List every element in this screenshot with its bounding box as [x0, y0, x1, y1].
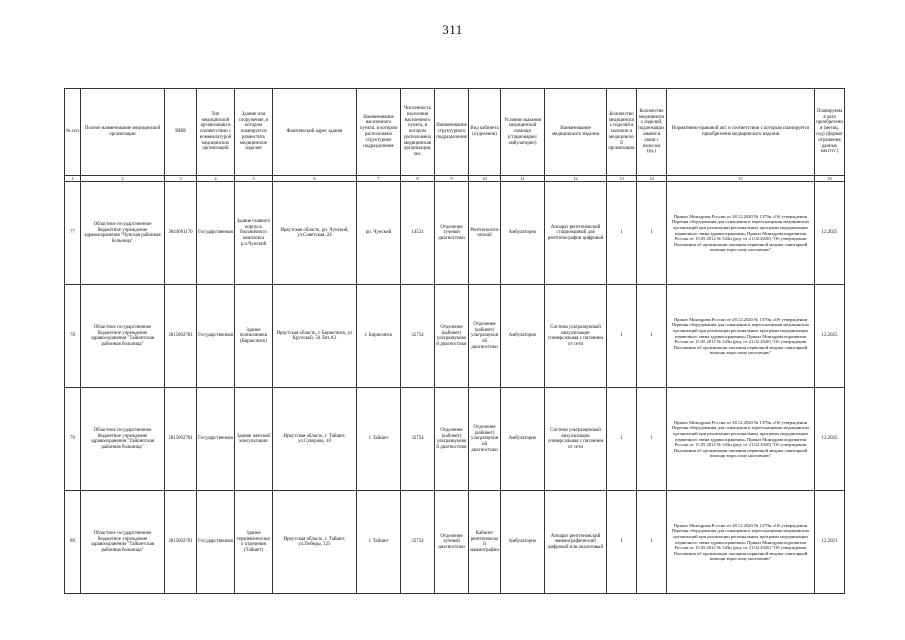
- device-name: Аппарат рентгеновский стационарный для рентгенографии цифровой: [545, 182, 607, 285]
- subdivision-name: Отделение лучевой диагностики: [435, 182, 469, 285]
- row-number: 80: [65, 491, 81, 594]
- organization-type: Государственная: [197, 285, 235, 388]
- header-cell: Количество медицинских изделий, подлежащих замене в связи с износом (ед.): [637, 89, 667, 176]
- population-value: 14521: [401, 182, 435, 285]
- column-number: 13: [607, 176, 637, 182]
- column-number: 9: [435, 176, 469, 182]
- building-address: Иркутская область, г. Бирюсинск, ул Крупской, 50 Лит.А3: [273, 285, 357, 388]
- column-number: 15: [667, 176, 815, 182]
- column-number: 12: [545, 176, 607, 182]
- population-value: 32754: [401, 491, 435, 594]
- building-address: Иркутская область, рп. Чунский, ул.Советская, 24: [273, 182, 357, 285]
- organization-name: Областное государственное бюджетное учреждение здравоохранения "Чунская районная больница": [81, 182, 165, 285]
- settlement-name: г. Бирюсинск: [357, 285, 401, 388]
- device-name: Система ультразвуковой визуализации универсальная с питанием от сети: [545, 388, 607, 491]
- column-number: 3: [165, 176, 197, 182]
- care-conditions: Амбулаторно: [501, 491, 545, 594]
- row-number: 78: [65, 285, 81, 388]
- column-number: 1: [65, 176, 81, 182]
- organization-type: Государственная: [197, 182, 235, 285]
- column-number: 5: [235, 176, 273, 182]
- page-number: 311: [442, 22, 463, 37]
- care-conditions: Амбулаторно: [501, 285, 545, 388]
- table-row: [65, 388, 845, 491]
- building-name: Здание поликлиники (Бирюсинск): [235, 285, 273, 388]
- normative-act: Приказ Минздрава России от 28.12.2020 № 1379н «Об утверждении Перечня оборудования для оснащения и переоснащения медицинских организаций при реализации региональных программ модернизации первичного звена здравоохранения» Приказ Минздравсоцразвития России от 15.05.2012 № 543н (ред. от 21.02.2020) "Об утверждении Положения об организации оказания первичной медико-санитарной помощи взрослому населению": [667, 491, 815, 594]
- settlement-name: рп. Чунский: [357, 182, 401, 285]
- building-address: Иркутская область, г. Тайшет, ул.Победы, 125: [273, 491, 357, 594]
- column-number: 7: [357, 176, 401, 182]
- normative-act: Приказ Минздрава России от 28.12.2020 № 1379н «Об утверждении Перечня оборудования для оснащения и переоснащения медицинских организаций при реализации региональных программ модернизации первичного звена здравоохранения» Приказ Минздравсоцразвития России от 15.05.2012 № 543н (ред. от 21.02.2020) "Об утверждении Положения об организации оказания первичной медико-санитарной помощи взрослому населению": [667, 388, 815, 491]
- header-cell: № п/п: [65, 89, 81, 176]
- room-type: Рентгенологический: [469, 182, 501, 285]
- header-cell: Здание или сооружение, в котором планируется разместить медицинское изделие: [235, 89, 273, 176]
- header-cell: ИНН: [165, 89, 197, 176]
- inn-value: 3815002781: [165, 491, 197, 594]
- header-cell: Наименование медицинского изделия: [545, 89, 607, 176]
- device-name: Аппарат рентгеновский маммографический цифровой или аналоговый: [545, 491, 607, 594]
- header-row: [65, 89, 845, 176]
- devices-to-replace: 1: [637, 182, 667, 285]
- table-row: [65, 491, 845, 594]
- building-name: Здание терапевтического отделения (Тайшет): [235, 491, 273, 594]
- settlement-name: г. Тайшет: [357, 491, 401, 594]
- devices-to-replace: 1: [637, 388, 667, 491]
- planned-date: 12.2025: [815, 388, 845, 491]
- organization-type: Государственная: [197, 491, 235, 594]
- planned-date: 12.2021: [815, 491, 845, 594]
- population-value: 32754: [401, 285, 435, 388]
- building-name: Здание женской консультации: [235, 388, 273, 491]
- column-number: 4: [197, 176, 235, 182]
- column-number: 16: [815, 176, 845, 182]
- header-cell: Численность населения населенного пункта, в котором расположена медицинская организация, чел.: [401, 89, 435, 176]
- column-number: 6: [273, 176, 357, 182]
- settlement-name: г. Тайшет: [357, 388, 401, 491]
- devices-available: 1: [607, 182, 637, 285]
- header-cell: Нормативно-правовой акт, в соответствии с которым планируется приобретение медицинского изделия: [667, 89, 815, 176]
- planned-date: 12.2025: [815, 285, 845, 388]
- header-cell: Наименование структурного подразделения: [435, 89, 469, 176]
- inn-value: 3815002781: [165, 285, 197, 388]
- devices-available: 1: [607, 388, 637, 491]
- row-number: 77: [65, 182, 81, 285]
- planned-date: 12.2025: [815, 182, 845, 285]
- devices-to-replace: 1: [637, 491, 667, 594]
- column-number: 11: [501, 176, 545, 182]
- room-type: Отделение (кабинет) ультразвуковой диагностики: [469, 388, 501, 491]
- table-row: [65, 182, 845, 285]
- devices-available: 1: [607, 285, 637, 388]
- normative-act: Приказ Минздрава России от 28.12.2020 № 1379н «Об утверждении Перечня оборудования для оснащения и переоснащения медицинских организаций при реализации региональных программ модернизации первичного звена здравоохранения» Приказ Минздравсоцразвития России от 15.05.2012 № 543н (ред. от 21.02.2020) "Об утверждении Положения об организации оказания первичной медико-санитарной помощи взрослому населению": [667, 285, 815, 388]
- header-cell: Полное наименование медицинской организации: [81, 89, 165, 176]
- header-cell: Тип медицинской организации в соответствии с номенклатурой медицинских организаций: [197, 89, 235, 176]
- normative-act: Приказ Минздрава России от 28.12.2020 № 1379н «Об утверждении Перечня оборудования для оснащения и переоснащения медицинских организаций при реализации региональных программ модернизации первичного звена здравоохранения» Приказ Минздравсоцразвития России от 15.05.2012 № 543н (ред. от 21.02.2020) "Об утверждении Положения об организации оказания первичной медико-санитарной помощи взрослому населению": [667, 182, 815, 285]
- inn-value: 3815002781: [165, 388, 197, 491]
- device-name: Система ультразвуковой визуализации универсальная с питанием от сети: [545, 285, 607, 388]
- row-number: 79: [65, 388, 81, 491]
- column-number: 2: [81, 176, 165, 182]
- organization-name: Областное государственное бюджетное учреждение здравоохранения "Тайшетская районная больница": [81, 285, 165, 388]
- devices-to-replace: 1: [637, 285, 667, 388]
- room-type: Отделение (кабинет) ультразвуковой диагностики: [469, 285, 501, 388]
- room-type: Кабинет рентгеновской маммографии: [469, 491, 501, 594]
- building-address: Иркутская область, г. Тайшет, ул.Суворова, 10: [273, 388, 357, 491]
- inn-value: 3844001170: [165, 182, 197, 285]
- table-row: [65, 285, 845, 388]
- organization-type: Государственная: [197, 388, 235, 491]
- subdivision-name: Отделение лучевой диагностики: [435, 491, 469, 594]
- care-conditions: Амбулаторно: [501, 182, 545, 285]
- building-name: Здание главного корпуса больничного комплекса р.п.Чунский: [235, 182, 273, 285]
- devices-available: 1: [607, 491, 637, 594]
- care-conditions: Амбулаторно: [501, 388, 545, 491]
- column-number: 10: [469, 176, 501, 182]
- organization-name: Областное государственное бюджетное учреждение здравоохранения "Тайшетская районная больница": [81, 491, 165, 594]
- header-cell: Планируемая дата приобретения (месяц, год) (формат отражения данных мм.гггг.): [815, 89, 845, 176]
- header-cell: Условия оказания медицинской помощи (стационарно/амбулаторно): [501, 89, 545, 176]
- subdivision-name: Отделение (кабинет) ультразвуковой диагностики: [435, 285, 469, 388]
- column-number: 8: [401, 176, 435, 182]
- equipment-table: [64, 88, 845, 594]
- header-cell: Фактический адрес здания: [273, 89, 357, 176]
- organization-name: Областное государственное бюджетное учреждение здравоохранения "Тайшетская районная больница": [81, 388, 165, 491]
- header-cell: Количество медицинских изделий в наличии в медицинской организации: [607, 89, 637, 176]
- subdivision-name: Отделение (кабинет) ультразвуковой диагностики: [435, 388, 469, 491]
- column-number: 14: [637, 176, 667, 182]
- header-cell: Наименование населенного пункта, в котором расположено структурное подразделение: [357, 89, 401, 176]
- header-cell: Вид кабинета (отделения): [469, 89, 501, 176]
- population-value: 32754: [401, 388, 435, 491]
